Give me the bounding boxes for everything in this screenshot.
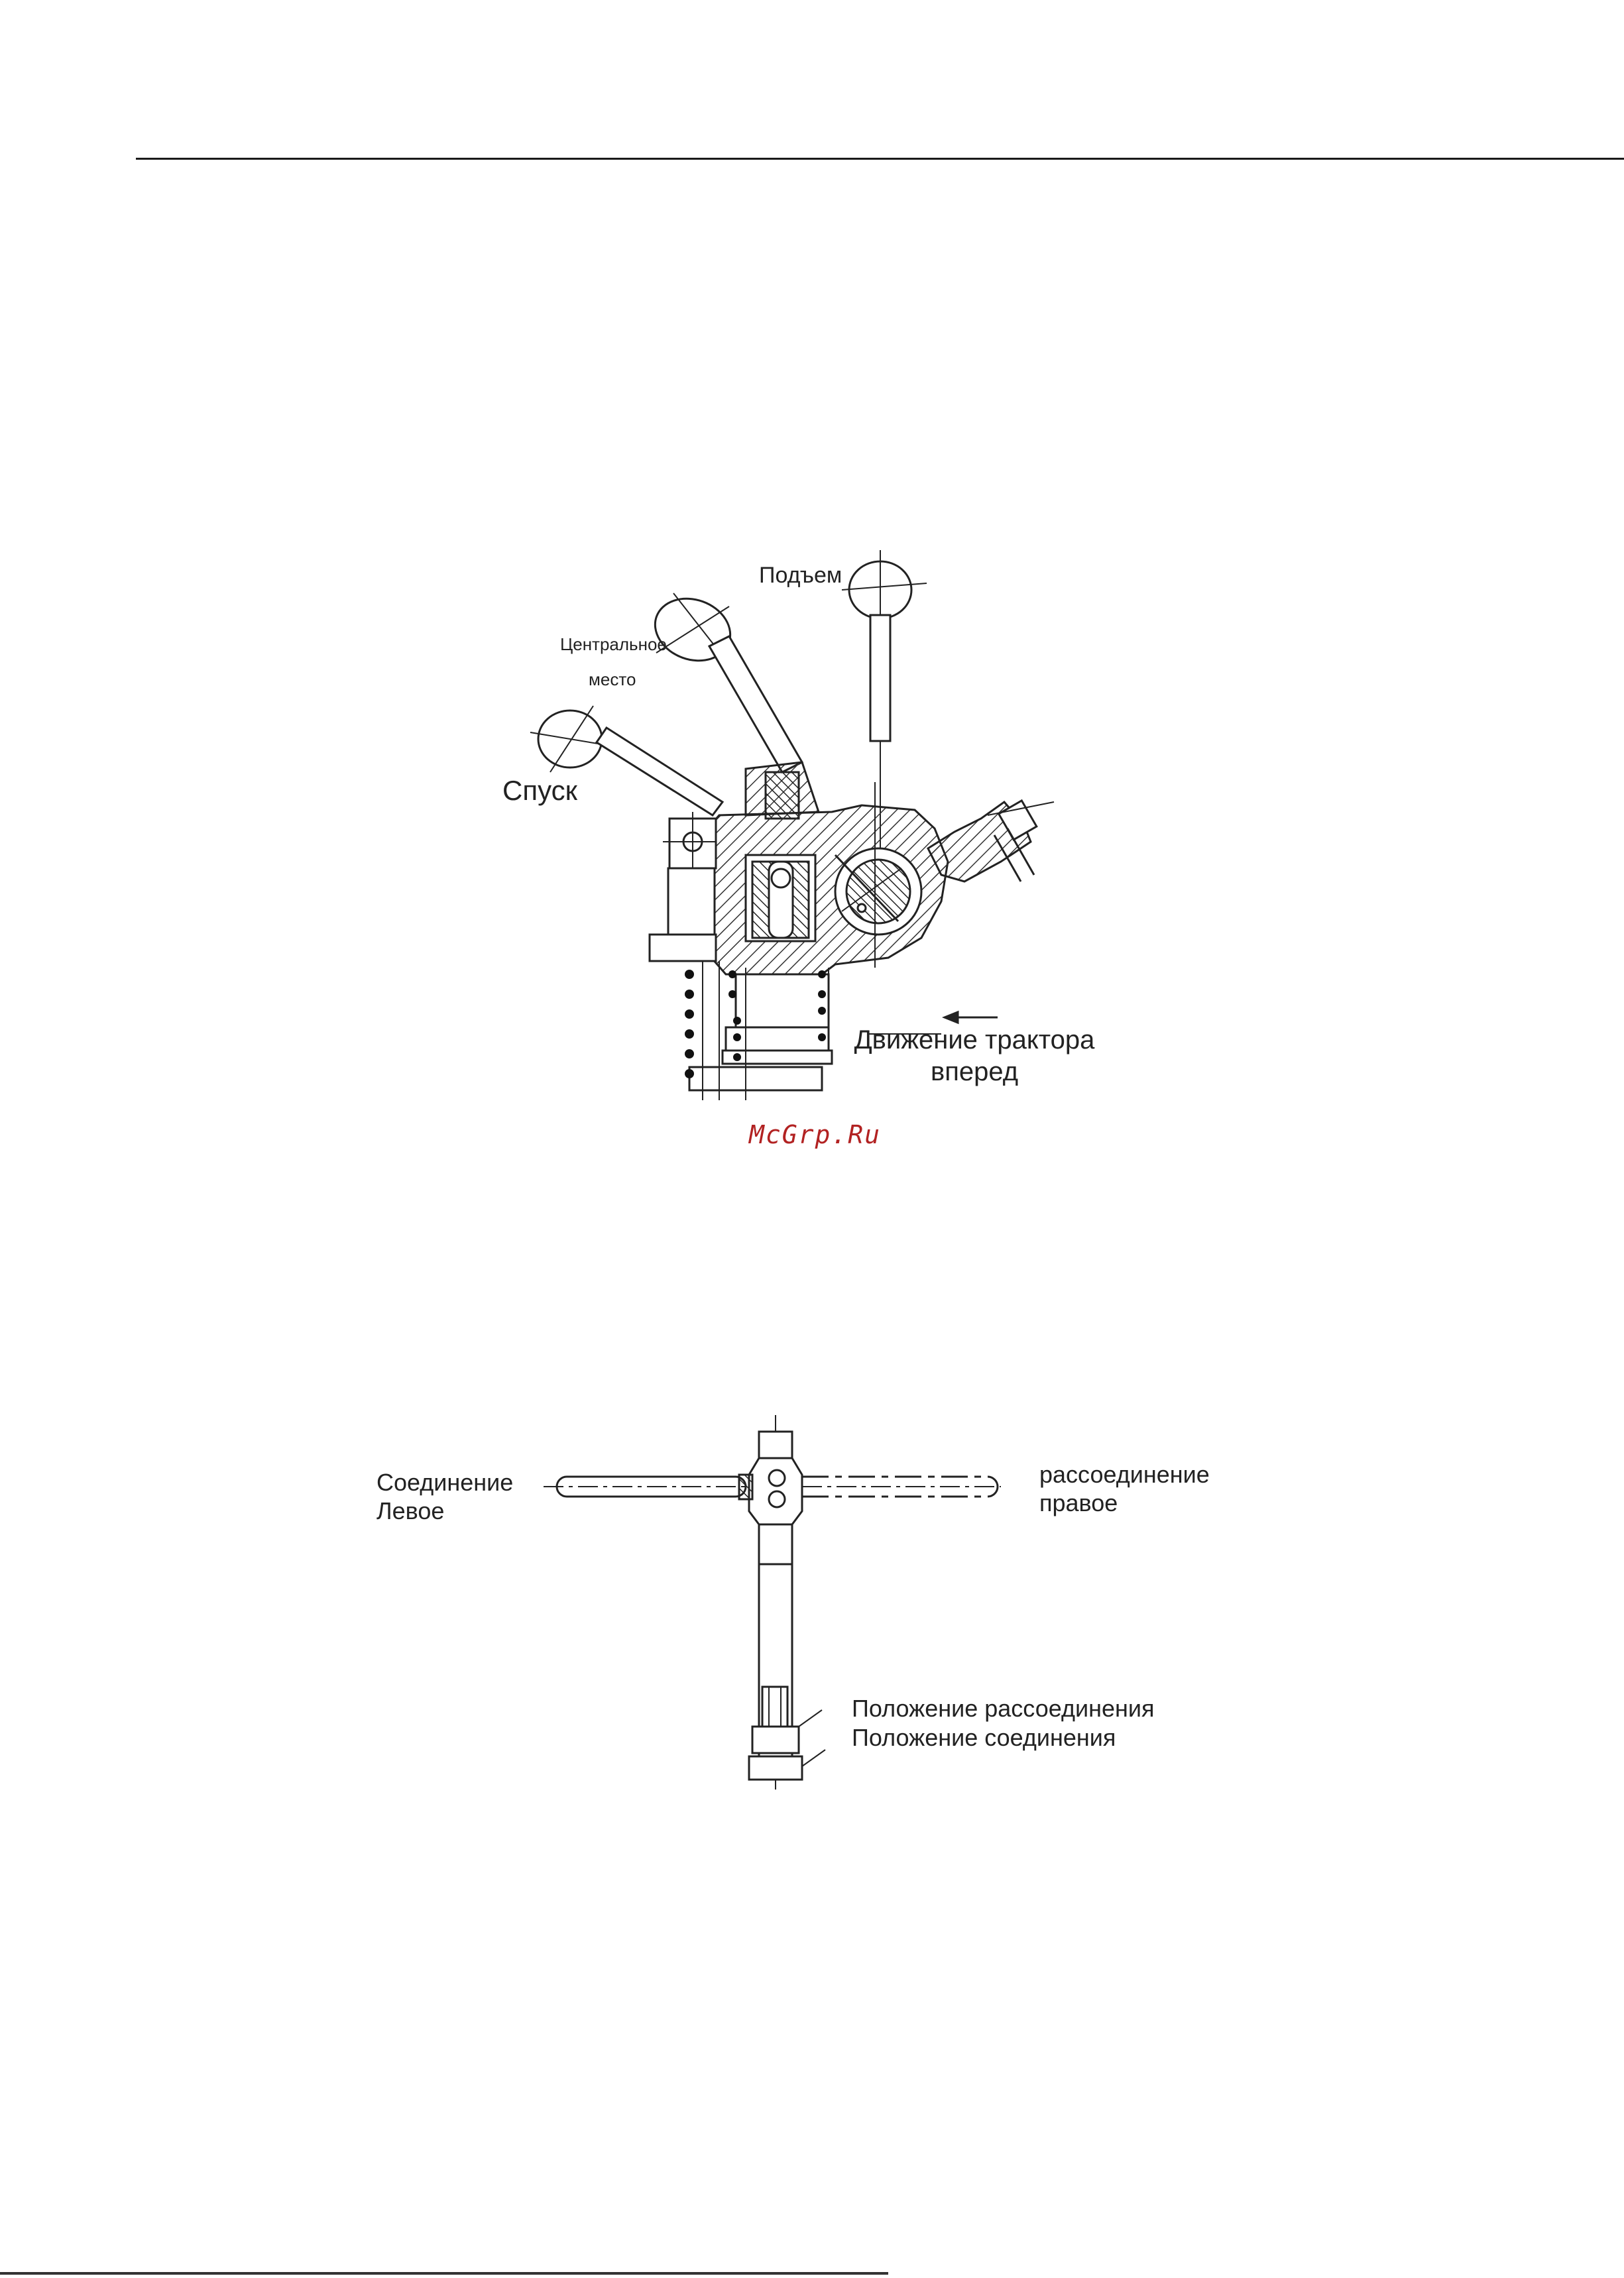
label-tractor-motion-line1: Движение трактора xyxy=(854,1025,1095,1054)
label-lift: Подъем xyxy=(759,563,842,588)
label-disconnect-line2: правое xyxy=(1039,1489,1118,1517)
label-center-position-2: место xyxy=(589,669,636,689)
label-disconnect-line1: рассоединение xyxy=(1039,1461,1210,1488)
tractor-motion-arrow xyxy=(945,1012,998,1023)
center-lever-handle xyxy=(646,589,802,772)
label-connect-line2: Левое xyxy=(377,1497,445,1525)
label-disconnect-right xyxy=(1039,1460,1210,1517)
label-connect-line1: Соединение xyxy=(377,1469,514,1496)
label-lower: Спуск xyxy=(502,775,577,806)
watermark: McGrp.Ru xyxy=(749,1120,882,1149)
footer-rule xyxy=(0,2272,888,2275)
label-connect-position: Положение соединения xyxy=(852,1724,1116,1751)
label-disconnect-position: Положение рассоединения xyxy=(852,1695,1155,1722)
label-connect-left xyxy=(377,1468,513,1525)
label-tractor-motion xyxy=(848,1024,1100,1088)
label-tractor-motion-line2: вперед xyxy=(930,1057,1019,1086)
label-center-position-1: Центральное xyxy=(560,634,667,654)
